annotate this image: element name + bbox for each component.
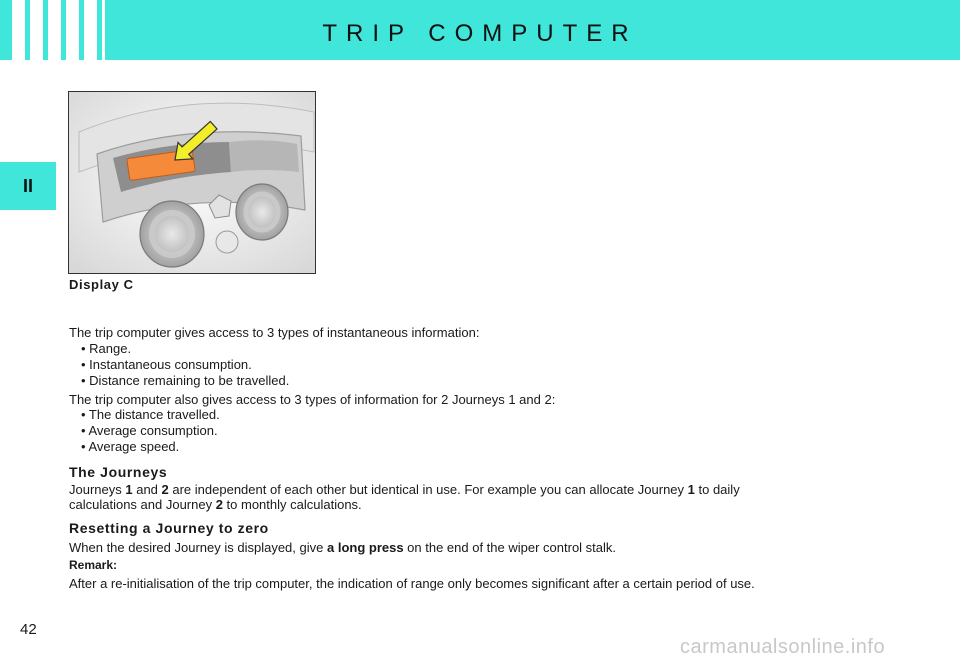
list-item: • Range. — [81, 341, 132, 356]
chapter-label: II — [22, 175, 33, 196]
list-item: • Average consumption. — [81, 423, 218, 438]
text-run: calculations and Journey — [69, 497, 216, 512]
text-run: Journeys — [69, 482, 126, 497]
journey-number: 1 — [125, 482, 133, 497]
journeys-heading: The Journeys — [69, 464, 168, 480]
list-item: • The distance travelled. — [81, 407, 220, 422]
intro-line-2: The trip computer also gives access to 3 types of information for 2 Journeys 1 and 2: — [69, 392, 556, 407]
dashboard-illustration — [68, 91, 316, 274]
list-item: • Distance remaining to be travelled. — [81, 373, 290, 388]
list-item: • Instantaneous consumption. — [81, 357, 252, 372]
text-run: When the desired Journey is displayed, give — [69, 540, 327, 555]
emphasis-long-press: a long press — [326, 540, 404, 555]
journeys-paragraph-line-2 — [69, 497, 909, 513]
text-run: are independent of each other but identical in use. For example you can allocate Journey — [168, 482, 688, 497]
reset-heading: Resetting a Journey to zero — [69, 520, 269, 536]
dashboard-drawing — [69, 92, 316, 274]
text-run: to daily — [694, 482, 740, 497]
text-run: to monthly calculations. — [222, 497, 362, 512]
text-run: and — [132, 482, 162, 497]
journey-number: 2 — [215, 497, 223, 512]
page-number: 42 — [20, 621, 37, 638]
page-title: TRIP COMPUTER — [322, 20, 638, 47]
watermark: carmanualsonline.info — [680, 636, 886, 658]
text-run: on the end of the wiper control stalk. — [403, 540, 617, 555]
header-band — [0, 0, 960, 60]
journeys-paragraph-line-1 — [69, 482, 909, 498]
journey-number: 1 — [687, 482, 695, 497]
remark-label: Remark: — [69, 558, 118, 572]
intro-line-1: The trip computer gives access to 3 types of instantaneous information: — [69, 325, 480, 340]
figure-caption: Display C — [69, 277, 134, 292]
remark-text: After a re-initialisation of the trip computer, the indication of range only becomes significant after a certain period of use. — [69, 576, 755, 591]
round-control — [216, 231, 238, 253]
list-item: • Average speed. — [81, 439, 180, 454]
journey-number: 2 — [161, 482, 169, 497]
chapter-tab — [0, 162, 56, 210]
reset-paragraph — [69, 540, 909, 556]
